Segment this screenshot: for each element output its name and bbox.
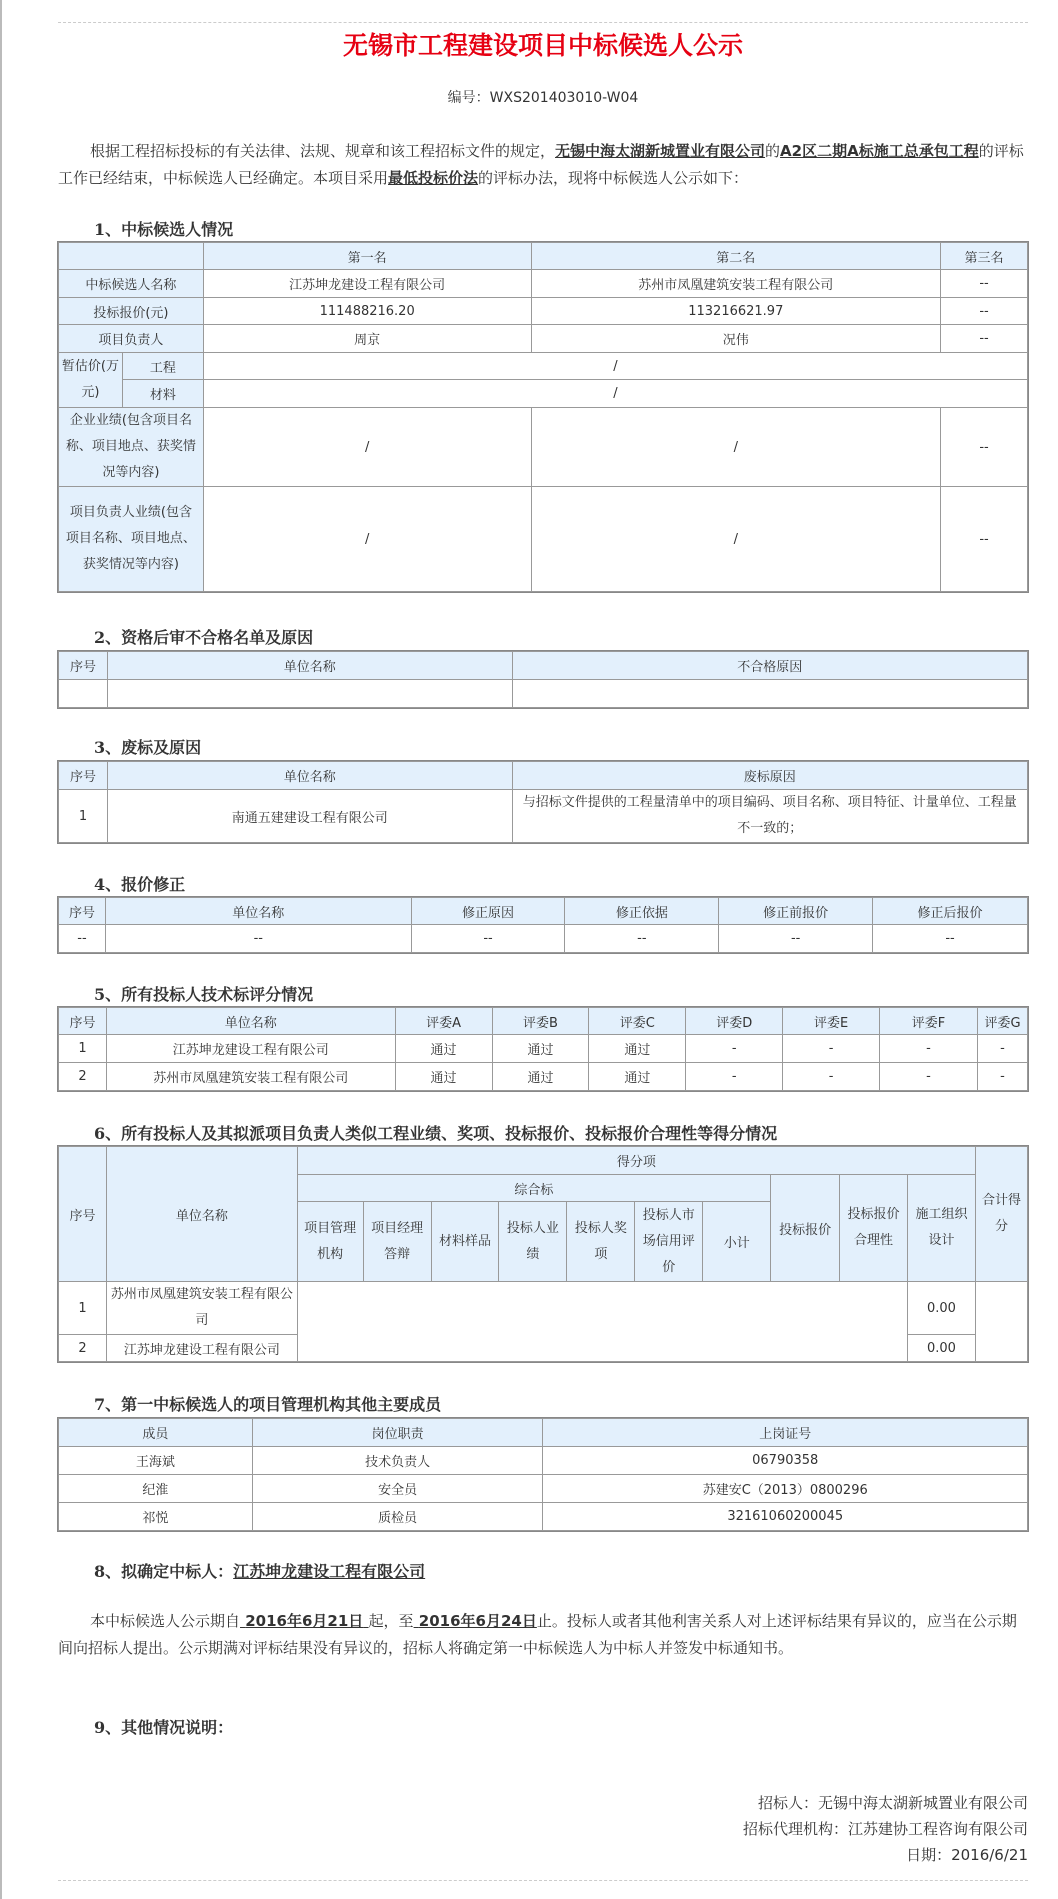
table-cell: 06790358 <box>543 1447 1028 1475</box>
table-cell: / <box>531 408 941 487</box>
top-divider <box>58 22 1028 23</box>
table-cell: 1 <box>59 1282 107 1335</box>
winning-bidder: 江苏坤龙建设工程有限公司 <box>233 1562 426 1581</box>
section-1-heading: 1、中标候选人情况 <box>94 220 234 239</box>
sub-col-header: 投标人奖项 <box>567 1202 635 1282</box>
table-cell: 苏州市凤凰建筑安装工程有限公司 <box>106 1282 297 1335</box>
sub-col-header: 项目管理机构 <box>297 1202 363 1282</box>
table-cell: -- <box>411 925 565 953</box>
col-header: 序号 <box>59 652 108 680</box>
row-label-company-performance: 企业业绩(包含项目名称、项目地点、获奖情况等内容) <box>59 408 204 487</box>
table-cell: - <box>880 1035 978 1063</box>
table-cell: / <box>203 487 531 592</box>
intro-text-2: 的 <box>765 142 781 160</box>
col-header: 单位名称 <box>106 1008 395 1035</box>
table-cell: - <box>686 1035 783 1063</box>
corner-cell <box>59 243 204 270</box>
sub-col-header: 投标人市场信用评价 <box>635 1202 703 1282</box>
management-members-table <box>58 1418 1028 1531</box>
table-cell: 2 <box>59 1063 107 1091</box>
signature-tenderer: 招标人：无锡中海太湖新城置业有限公司 <box>757 1794 1028 1812</box>
section-5-heading: 5、所有投标人技术标评分情况 <box>94 985 314 1004</box>
notice-end-date <box>414 1612 537 1630</box>
col-header: 废标原因 <box>512 762 1027 790</box>
table-cell: 通过 <box>492 1063 589 1091</box>
table-cell: 苏建安C（2013）0800296 <box>543 1475 1028 1503</box>
notice-text-1: 本中标候选人公示期自 <box>90 1612 241 1630</box>
col-header-bid-price: 投标报价 <box>771 1175 840 1282</box>
row-label-estimate: 暂估价(万元) <box>59 353 123 408</box>
section-2-heading: 2、资格后审不合格名单及原因 <box>94 628 314 647</box>
evaluation-method: 最低投标价法 <box>388 169 479 187</box>
table-cell: 与招标文件提供的工程量清单中的项目编码、项目名称、项目特征、计量单位、工程量不一致的； <box>512 790 1027 843</box>
table-cell: 113216621.97 <box>531 298 941 325</box>
col-header-price-reasonable: 投标报价合理性 <box>840 1175 908 1282</box>
row-label-manager-performance: 项目负责人业绩(包含项目名称、项目地点、获奖情况等内容) <box>59 487 204 592</box>
section-8-label: 8、拟确定中标人： <box>94 1562 234 1581</box>
col-header: 上岗证号 <box>543 1419 1028 1447</box>
table-cell: 安全员 <box>252 1475 543 1503</box>
section-8-heading <box>94 1559 425 1582</box>
table-cell: 通过 <box>589 1035 686 1063</box>
sub-col-header: 小计 <box>703 1202 771 1282</box>
disqualified-table <box>58 651 1028 708</box>
table-cell: 1 <box>59 1035 107 1063</box>
table-cell: 苏州市凤凰建筑安装工程有限公司 <box>531 270 941 298</box>
col-header: 修正原因 <box>411 898 565 925</box>
project-name: A2区二期A标施工总承包工程 <box>780 142 979 160</box>
rank-1-header: 第一名 <box>203 243 531 270</box>
col-header: 评委D <box>686 1008 783 1035</box>
row-label-manager: 项目负责人 <box>59 325 204 353</box>
start-date-value: 2016年6月21日 <box>245 1612 364 1630</box>
table-cell: -- <box>941 487 1028 592</box>
table-cell: -- <box>941 270 1028 298</box>
table-cell: 通过 <box>395 1035 492 1063</box>
signature-agency: 招标代理机构：江苏建协工程咨询有限公司 <box>742 1820 1028 1838</box>
tenderer-name: 无锡中海太湖新城置业有限公司 <box>555 142 766 160</box>
table-cell-empty <box>297 1282 907 1362</box>
notice-paragraph <box>58 1608 1028 1662</box>
intro-text-3: 的评标工作已经结束，中标候选人已经确定。本项目采用 <box>58 142 1024 187</box>
col-header: 成员 <box>59 1419 253 1447</box>
table-cell: 苏州市凤凰建筑安装工程有限公司 <box>106 1063 395 1091</box>
table-cell: 纪淮 <box>59 1475 253 1503</box>
table-cell: 通过 <box>589 1063 686 1091</box>
table-cell <box>107 680 512 708</box>
col-header: 岗位职责 <box>252 1419 543 1447</box>
table-cell: -- <box>59 925 106 953</box>
table-cell: - <box>783 1035 880 1063</box>
rank-3-header: 第三名 <box>941 243 1028 270</box>
col-header-construction-design: 施工组织设计 <box>908 1175 976 1282</box>
col-header: 序号 <box>59 762 108 790</box>
table-cell: 2 <box>59 1335 107 1362</box>
table-cell: - <box>880 1063 978 1091</box>
table-cell: 周京 <box>203 325 531 353</box>
col-header-seq: 序号 <box>59 1147 107 1282</box>
col-header-comprehensive: 综合标 <box>297 1175 770 1202</box>
sub-col-header: 投标人业绩 <box>499 1202 567 1282</box>
table-cell: -- <box>873 925 1028 953</box>
comprehensive-score-table <box>58 1146 1028 1362</box>
notice-start-date <box>240 1612 369 1630</box>
candidates-table <box>58 242 1028 592</box>
table-cell: - <box>686 1063 783 1091</box>
col-header-unit: 单位名称 <box>106 1147 297 1282</box>
table-cell <box>59 680 108 708</box>
table-cell: 通过 <box>395 1063 492 1091</box>
intro-text-4: 的评标办法，现将中标候选人公示如下： <box>478 169 749 187</box>
col-header: 单位名称 <box>105 898 411 925</box>
col-header: 评委B <box>492 1008 589 1035</box>
col-header: 评委A <box>395 1008 492 1035</box>
table-cell: -- <box>941 298 1028 325</box>
col-header: 修正前报价 <box>719 898 873 925</box>
table-cell: 32161060200045 <box>543 1503 1028 1531</box>
section-3-heading: 3、废标及原因 <box>94 738 202 757</box>
table-cell: 0.00 <box>908 1335 976 1362</box>
table-cell: - <box>783 1063 880 1091</box>
intro-text-1: 根据工程招标投标的有关法律、法规、规章和该工程招标文件的规定， <box>90 142 556 160</box>
col-header-total: 合计得分 <box>975 1147 1027 1282</box>
col-header: 评委C <box>589 1008 686 1035</box>
col-header: 单位名称 <box>107 762 512 790</box>
table-cell: - <box>977 1035 1027 1063</box>
table-cell: 况伟 <box>531 325 941 353</box>
table-cell: 祁悦 <box>59 1503 253 1531</box>
notice-text-3: 止。投标人或者其他利害关系人对上述评标结果有异议的，应当在公示期间向招标人提出。公示期满对评标结果没有异议的，招标人将确定第一中标候选人为中标人并签发中标通知书。 <box>58 1612 1017 1657</box>
section-7-heading: 7、第一中标候选人的项目管理机构其他主要成员 <box>94 1395 442 1414</box>
row-label-candidate-name: 中标候选人名称 <box>59 270 204 298</box>
table-cell: / <box>203 380 1027 408</box>
col-header-score-items: 得分项 <box>297 1147 975 1175</box>
notice-text-2: 起，至 <box>368 1612 414 1630</box>
col-header: 评委G <box>977 1008 1027 1035</box>
col-header: 评委F <box>880 1008 978 1035</box>
col-header: 修正依据 <box>565 898 719 925</box>
table-cell: 质检员 <box>252 1503 543 1531</box>
end-date-value: 2016年6月24日 <box>418 1612 537 1630</box>
section-9-heading: 9、其他情况说明： <box>94 1718 234 1737</box>
row-label-estimate-project: 工程 <box>122 353 203 380</box>
rank-2-header: 第二名 <box>531 243 941 270</box>
table-cell: -- <box>941 408 1028 487</box>
table-cell: 江苏坤龙建设工程有限公司 <box>106 1335 297 1362</box>
table-cell: / <box>531 487 941 592</box>
col-header: 单位名称 <box>107 652 512 680</box>
invalid-bids-table <box>58 761 1028 843</box>
table-cell: 通过 <box>492 1035 589 1063</box>
section-6-heading: 6、所有投标人及其拟派项目负责人类似工程业绩、奖项、投标报价、投标报价合理性等得分情况 <box>94 1124 778 1143</box>
table-cell: 江苏坤龙建设工程有限公司 <box>203 270 531 298</box>
document-number: 编号：WXS201403010-W04 <box>447 90 639 106</box>
price-correction-table <box>58 897 1028 953</box>
sub-col-header: 材料样品 <box>431 1202 499 1282</box>
table-cell <box>512 680 1027 708</box>
table-cell: -- <box>719 925 873 953</box>
table-cell: 王海斌 <box>59 1447 253 1475</box>
col-header: 修正后报价 <box>873 898 1028 925</box>
intro-paragraph <box>58 138 1028 192</box>
table-cell: -- <box>105 925 411 953</box>
col-header: 不合格原因 <box>512 652 1027 680</box>
table-cell: - <box>977 1063 1027 1091</box>
table-cell-empty <box>975 1282 1027 1362</box>
sub-col-header: 项目经理答辩 <box>363 1202 431 1282</box>
technical-score-table <box>58 1007 1028 1091</box>
bottom-divider <box>58 1880 1028 1881</box>
page-title: 无锡市工程建设项目中标候选人公示 <box>342 31 743 60</box>
col-header: 序号 <box>59 898 106 925</box>
table-cell: -- <box>941 325 1028 353</box>
col-header: 评委E <box>783 1008 880 1035</box>
col-header: 序号 <box>59 1008 107 1035</box>
signature-date: 日期：2016/6/21 <box>906 1846 1028 1864</box>
table-cell: 111488216.20 <box>203 298 531 325</box>
table-cell: 1 <box>59 790 108 843</box>
section-4-heading: 4、报价修正 <box>94 875 186 894</box>
table-cell: / <box>203 353 1027 380</box>
row-label-bid-price: 投标报价(元) <box>59 298 204 325</box>
table-cell: 技术负责人 <box>252 1447 543 1475</box>
table-cell: / <box>203 408 531 487</box>
table-cell: 南通五建建设工程有限公司 <box>107 790 512 843</box>
table-cell: 0.00 <box>908 1282 976 1335</box>
table-cell: 江苏坤龙建设工程有限公司 <box>106 1035 395 1063</box>
table-cell: -- <box>565 925 719 953</box>
row-label-estimate-material: 材料 <box>122 380 203 408</box>
